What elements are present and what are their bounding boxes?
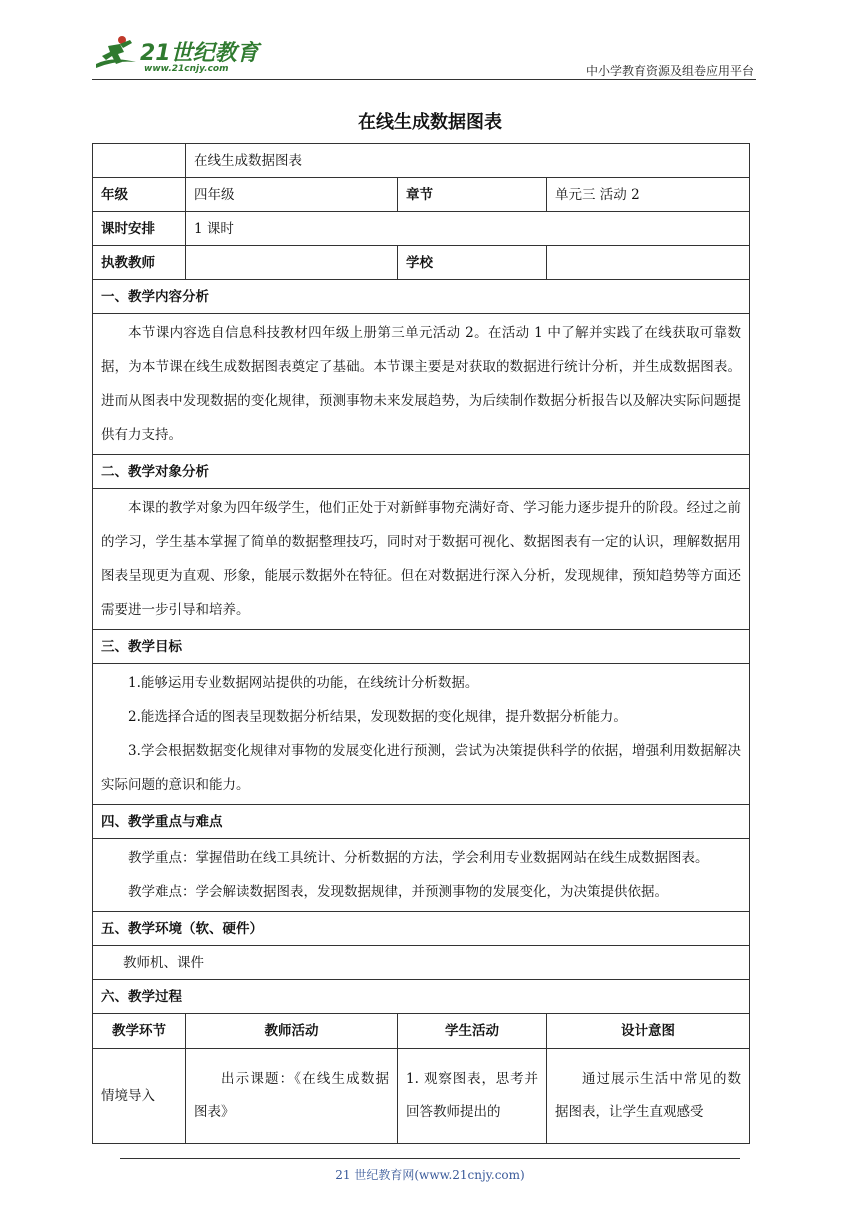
objective-item: 2.能选择合适的图表呈现数据分析结果，发现数据的变化规律，提升数据分析能力。: [128, 709, 627, 725]
runner-logo-icon: [92, 34, 138, 74]
section-content-analysis-body: [93, 314, 750, 455]
chapter-label: 章节: [398, 178, 547, 212]
content-analysis-text: 本节课内容选自信息科技教材四年级上册第三单元活动 2。在活动 1 中了解并实践了在线获取可靠数据，为本节课在线生成数据图表奠定了基础。本节课主要是对获取的数据进行统计分析，并生成数据图表。进而从图表中发现数据的变化规律，预测事物未来发展趋势，为后续制作数据分析报告以及解决实际问题提供有力支持。: [101, 325, 742, 443]
hours-row: [93, 212, 750, 246]
section-title: 五、教学环境（软、硬件）: [93, 912, 750, 946]
section-body: [93, 839, 750, 912]
teacher-activity-text: 出示课题：《在线生成数据图表》: [194, 1071, 389, 1120]
process-header-row: [93, 1014, 750, 1049]
topic-row: [93, 144, 750, 178]
section-key-points-body: [93, 839, 750, 912]
section-body: [93, 314, 750, 455]
process-design-intent: [547, 1049, 750, 1144]
student-activity-text: 1. 观察图表，思考并回答教师提出的: [406, 1071, 538, 1120]
topic-label-cell: [93, 144, 186, 178]
hours-value: 1 课时: [186, 212, 750, 246]
hours-label: 课时安排: [93, 212, 186, 246]
objective-item: 1.能够运用专业数据网站提供的功能，在线统计分析数据。: [128, 675, 479, 691]
section-title: 二、教学对象分析: [93, 455, 750, 489]
section-title: 三、教学目标: [93, 630, 750, 664]
process-stage: [93, 1049, 186, 1144]
page-header: [0, 0, 860, 90]
column-header: 教学环节: [93, 1014, 186, 1049]
section-title: 六、教学过程: [93, 980, 750, 1014]
stage-text: 情境导入: [101, 1087, 155, 1104]
section-environment-body: [93, 946, 750, 980]
grade-label: 年级: [93, 178, 186, 212]
teacher-row: [93, 246, 750, 280]
header-divider: [92, 79, 756, 80]
section-title: 四、教学重点与难点: [93, 805, 750, 839]
grade-row: [93, 178, 750, 212]
column-header: 教师活动: [186, 1014, 398, 1049]
process-student-activity: [398, 1049, 547, 1144]
brand-name: 21世纪教育: [140, 41, 259, 66]
learner-analysis-text: 本课的教学对象为四年级学生，他们正处于对新鲜事物充满好奇、学习能力逐步提升的阶段。经过之前的学习，学生基本掌握了简单的数据整理技巧，同时对于数据可视化、数据图表有一定的认识，理解数据用图表呈现更为直观、形象，能展示数据外在特征。但在对数据进行深入分析，发现规律，预知趋势等方面还需要进一步引导和培养。: [101, 500, 742, 618]
key-point-text: 教学重点：掌握借助在线工具统计、分析数据的方法，学会利用专业数据网站在线生成数据图表。: [128, 850, 709, 866]
section-key-points-header: [93, 805, 750, 839]
section-body: [93, 664, 750, 805]
section-environment-header: [93, 912, 750, 946]
environment-text: 教师机、课件: [93, 946, 750, 980]
process-row: [93, 1049, 750, 1144]
section-learner-analysis-header: [93, 455, 750, 489]
grade-value: 四年级: [186, 178, 398, 212]
teacher-value: [186, 246, 398, 280]
document-title: 在线生成数据图表: [358, 112, 502, 133]
section-body: [93, 489, 750, 630]
section-objectives-header: [93, 630, 750, 664]
teacher-label: 执教教师: [93, 246, 186, 280]
design-intent-text: 通过展示生活中常见的数据图表，让学生直观感受: [555, 1071, 742, 1120]
section-objectives-body: [93, 664, 750, 805]
brand-site: www.21cnjy.com: [144, 64, 229, 74]
process-teacher-activity: [186, 1049, 398, 1144]
logo: [92, 28, 262, 80]
section-learner-analysis-body: [93, 489, 750, 630]
section-title: 一、教学内容分析: [93, 280, 750, 314]
section-process-header: [93, 980, 750, 1014]
objective-item: 3.学会根据数据变化规律对事物的发展变化进行预测，尝试为决策提供科学的依据，增强利用数据解决实际问题的意识和能力。: [101, 743, 742, 793]
header-tagline: 中小学教育资源及组卷应用平台: [585, 64, 754, 78]
topic-value: 在线生成数据图表: [186, 144, 750, 178]
lesson-plan-table: [92, 143, 750, 1144]
column-header: 学生活动: [398, 1014, 547, 1049]
page-footer: 21 世纪教育网(www.21cnjy.com): [335, 1168, 525, 1182]
difficulty-text: 教学难点：学会解读数据图表，发现数据规律，并预测事物的发展变化，为决策提供依据。: [128, 884, 668, 900]
school-value: [547, 246, 750, 280]
chapter-value: 单元三 活动 2: [547, 178, 750, 212]
column-header: 设计意图: [547, 1014, 750, 1049]
section-content-analysis-header: [93, 280, 750, 314]
footer-divider: [120, 1158, 740, 1159]
school-label: 学校: [398, 246, 547, 280]
